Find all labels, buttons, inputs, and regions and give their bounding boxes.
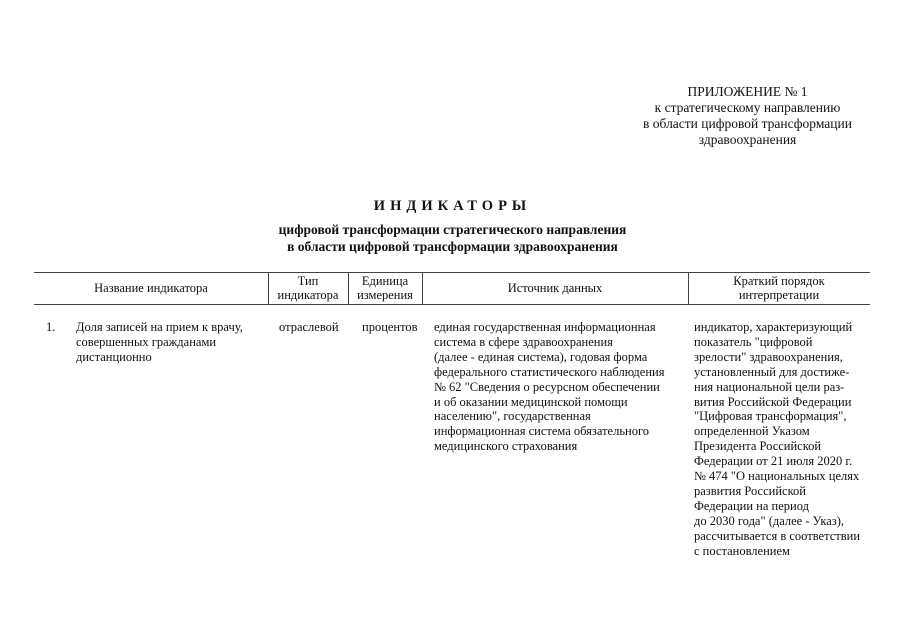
interpretation-line: Федерации на период	[694, 498, 809, 513]
header-type-line: Тип	[297, 274, 319, 288]
interpretation-line: № 474 "О национальных целях	[694, 469, 860, 484]
header-interpretation-line: Краткий порядок	[733, 274, 825, 288]
table-top-border	[34, 272, 870, 273]
header-interpretation	[688, 274, 870, 302]
interpretation-line: установленный для достиже-	[694, 364, 850, 379]
source-line: единая государственная информационная	[434, 320, 656, 334]
appendix-line: ПРИЛОЖЕНИЕ № 1	[687, 84, 808, 99]
indicator-name-line: дистанционно	[76, 349, 152, 364]
source-line: федерального статистического наблюдения	[434, 364, 665, 379]
interpretation-line: показатель "цифровой	[694, 334, 813, 349]
header-unit	[348, 274, 422, 302]
source-line: информационная система обязательного	[434, 424, 650, 439]
source-line: (далее - единая система), годовая форма	[434, 349, 648, 364]
header-interpretation-line: интерпретации	[738, 288, 820, 302]
interpretation-line: Федерации от 21 июля 2020 г.	[694, 454, 853, 469]
document-title: ИНДИКАТОРЫ	[373, 198, 532, 214]
indicator-name-line: совершенных гражданами	[76, 334, 217, 349]
header-unit-line: измерения	[357, 288, 413, 302]
indicator-type: отраслевой	[279, 320, 339, 334]
interpretation-line: "Цифровая трансформация",	[694, 409, 847, 424]
header-source-label: Источник данных	[507, 281, 603, 295]
interpretation	[694, 320, 860, 559]
interpretation-line: до 2030 года" (далее - Указ),	[694, 513, 845, 528]
interpretation-line: Президента Российской	[694, 439, 822, 454]
interpretation-line: индикатор, характеризующий	[694, 320, 853, 334]
appendix-block	[590, 84, 905, 148]
subtitle-line: цифровой трансформации стратегического направления	[278, 222, 627, 237]
interpretation-line: определенной Указом	[694, 424, 810, 439]
table-header-border	[34, 304, 870, 305]
interpretation-line: с постановлением	[694, 543, 790, 558]
source-line: № 62 "Сведения о ресурсном обеспечении	[434, 379, 660, 394]
source-line: система в сфере здравоохранения	[434, 334, 613, 349]
interpretation-line: развития Российской	[694, 483, 806, 498]
header-name-label: Название индикатора	[94, 281, 208, 295]
interpretation-line: зрелости" здравоохранения,	[694, 349, 843, 364]
appendix-line: здравоохранения	[698, 132, 797, 147]
source-line: и об оказании медицинской помощи	[434, 394, 628, 409]
appendix-line: к стратегическому направлению	[654, 100, 841, 115]
header-type-line: индикатора	[277, 288, 339, 302]
row-number: 1.	[46, 320, 56, 334]
data-source	[434, 320, 664, 454]
header-unit-line: Единица	[361, 274, 409, 288]
source-line: медицинского страхования	[434, 439, 578, 454]
interpretation-line: вития Российской Федерации	[694, 394, 852, 409]
header-type	[268, 274, 348, 302]
document-subtitle	[0, 221, 905, 255]
indicator-name	[76, 320, 243, 365]
header-source	[422, 274, 688, 302]
interpretation-line: рассчитывается в соответствии	[694, 528, 861, 543]
source-line: населению", государственная	[434, 409, 591, 424]
subtitle-line: в области цифровой трансформации здравоохранения	[287, 239, 618, 254]
indicator-name-line: Доля записей на прием к врачу,	[76, 320, 243, 334]
header-name	[34, 274, 268, 302]
indicator-unit: процентов	[362, 320, 418, 334]
appendix-line: в области цифровой трансформации	[643, 116, 852, 131]
interpretation-line: ния национальной цели раз-	[694, 379, 845, 394]
